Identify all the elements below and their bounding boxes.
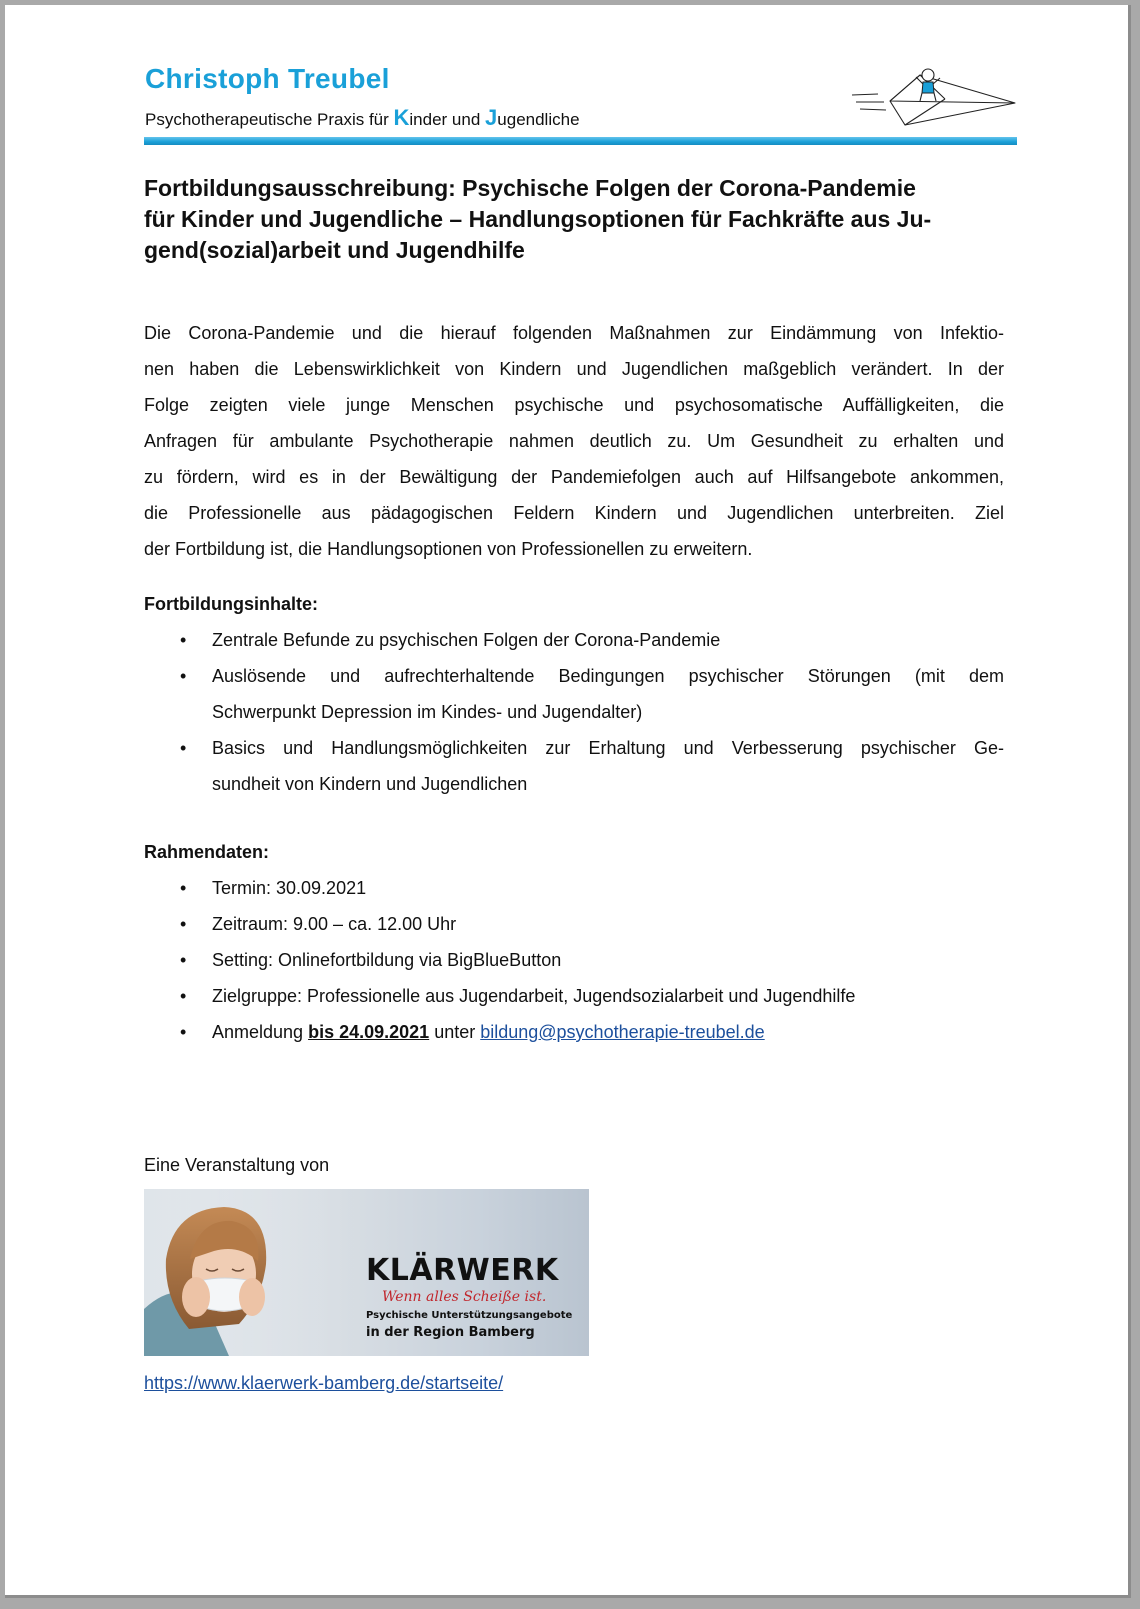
setting-text: Setting: Onlinefortbildung via BigBlueButton xyxy=(212,950,562,970)
anmeldung-mid: unter xyxy=(429,1022,481,1042)
bullet: • xyxy=(180,738,187,758)
anmeldung-prefix: Anmeldung xyxy=(212,1022,309,1042)
list-item xyxy=(144,906,1004,942)
subtitle-text: Psychotherapeutische Praxis für xyxy=(145,110,394,129)
klaerwerk-tagline: Wenn alles Scheiße ist. xyxy=(382,1289,547,1305)
paragraph-line: der Fortbildung ist, die Handlungsoptionen von Professionellen zu erweitern. xyxy=(144,539,753,559)
contents-heading: Fortbildungsinhalte: xyxy=(144,594,318,614)
frame-list xyxy=(144,870,1004,1050)
event-by-label: Eine Veranstaltung von xyxy=(144,1155,330,1175)
intro-paragraph xyxy=(144,315,1004,567)
document-title xyxy=(144,173,989,266)
practice-subtitle xyxy=(145,105,580,131)
registration-deadline: bis 24.09.2021 xyxy=(308,1022,430,1042)
termin-text: Termin: 30.09.2021 xyxy=(212,878,367,898)
bullet: • xyxy=(180,1022,187,1042)
frame-heading: Rahmendaten: xyxy=(144,842,270,862)
bullet: • xyxy=(180,986,187,1006)
klaerwerk-banner[interactable] xyxy=(144,1189,589,1356)
bullet: • xyxy=(180,878,187,898)
bullet: • xyxy=(180,666,187,686)
title-line: Fortbildungsausschreibung: Psychische Folgen der Corona-Pandemie xyxy=(144,175,916,201)
klaerwerk-website-link[interactable]: https://www.klaerwerk-bamberg.de/startseite/ xyxy=(144,1373,504,1393)
document-page xyxy=(5,5,1131,1598)
subtitle-text: inder und xyxy=(409,110,486,129)
klaerwerk-url-wrapper xyxy=(144,1365,503,1401)
paragraph-line: zu fördern, wird es in der Bewältigung der Pandemiefolgen auch auf Hilfsangebote ankommen, xyxy=(144,467,1004,487)
anmeldung-text xyxy=(212,1014,1004,1050)
list-item xyxy=(144,978,1004,1014)
header-divider xyxy=(144,137,1017,145)
registration-email-link[interactable]: bildung@psychotherapie-treubel.de xyxy=(480,1022,765,1042)
list-item xyxy=(144,622,1004,658)
klaerwerk-logo-text: KLÄRWERK xyxy=(366,1253,559,1288)
klaerwerk-region: in der Region Bamberg xyxy=(366,1325,535,1340)
list-item-text: Schwerpunkt Depression im Kindes- und Jugendalter) xyxy=(212,702,643,722)
list-item xyxy=(144,1014,1004,1050)
list-item xyxy=(144,658,1004,730)
contents-list xyxy=(144,622,1004,802)
bullet: • xyxy=(180,950,187,970)
subtitle-text: ugendliche xyxy=(497,110,580,129)
bullet: • xyxy=(180,914,187,934)
subtitle-initial-k: K xyxy=(393,105,410,130)
list-item xyxy=(144,942,1004,978)
paragraph-line: die Professionelle aus pädagogischen Feldern Kindern und Jugendlichen unterbreiten. Ziel xyxy=(144,503,1004,523)
practice-name: Christoph Treubel xyxy=(145,63,390,94)
list-item-text: Zentrale Befunde zu psychischen Folgen der Corona-Pandemie xyxy=(212,630,721,650)
masked-child-photo xyxy=(144,1189,364,1356)
title-line: für Kinder und Jugendliche – Handlungsoptionen für Fachkräfte aus Ju- xyxy=(144,206,932,232)
list-item xyxy=(144,730,1004,802)
list-item xyxy=(144,870,1004,906)
paragraph-line: Anfragen für ambulante Psychotherapie nahmen deutlich zu. Um Gesundheit zu erhalten und xyxy=(144,431,1004,451)
paragraph-line: Die Corona-Pandemie und die hierauf folgenden Maßnahmen zur Eindämmung von Infektio- xyxy=(144,323,1004,343)
list-item-text: sundheit von Kindern und Jugendlichen xyxy=(212,774,528,794)
subtitle-initial-j: J xyxy=(485,105,498,130)
paragraph-line: Folge zeigten viele junge Menschen psychische und psychosomatische Auffälligkeiten, die xyxy=(144,395,1004,415)
paragraph-line: nen haben die Lebenswirklichkeit von Kindern und Jugendlichen maßgeblich verändert. In der xyxy=(144,359,1004,379)
list-item-text: Auslösende und aufrechterhaltende Bedingungen psychischer Störungen (mit dem xyxy=(212,666,1004,686)
zielgruppe-text: Zielgruppe: Professionelle aus Jugendarbeit, Jugendsozialarbeit und Jugendhilfe xyxy=(212,986,856,1006)
bullet: • xyxy=(180,630,187,650)
zeitraum-text: Zeitraum: 9.00 – ca. 12.00 Uhr xyxy=(212,914,457,934)
klaerwerk-subline: Psychische Unterstützungsangebote xyxy=(366,1310,573,1321)
list-item-text: Basics und Handlungsmöglichkeiten zur Erhaltung und Verbesserung psychischer Ge- xyxy=(212,738,1004,758)
paper-plane-with-figure-icon xyxy=(850,63,1018,135)
title-line: gend(sozial)arbeit und Jugendhilfe xyxy=(144,237,525,263)
